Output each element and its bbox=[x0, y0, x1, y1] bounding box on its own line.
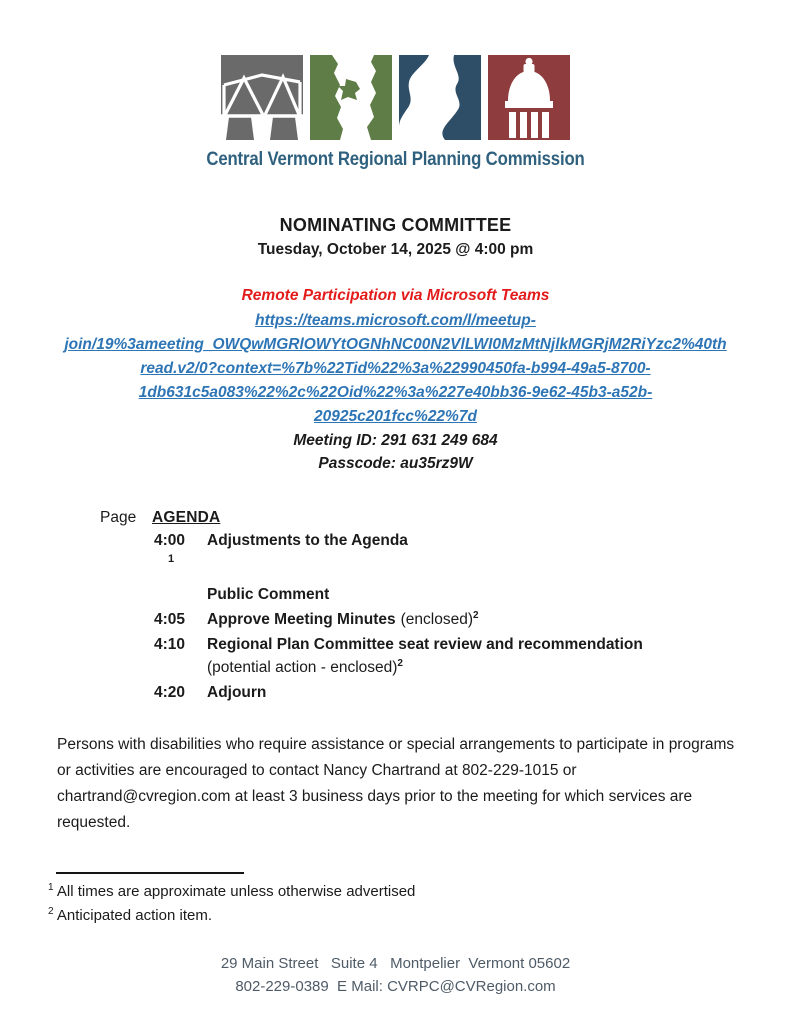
agenda-item-title: Adjourn bbox=[207, 684, 267, 701]
footnote-text: All times are approximate unless otherwise advertised bbox=[53, 883, 416, 900]
teams-url-line[interactable]: read.v2/0?context=%7b%22Tid%22%3a%22990450fa-b994-49a5-8700- bbox=[140, 360, 651, 377]
agenda-subline-text: (potential action - enclosed) bbox=[207, 659, 398, 676]
agenda-item-title: Regional Plan Committee seat review and recommendation bbox=[207, 636, 643, 653]
footnote-number: 1 bbox=[48, 882, 54, 893]
agenda-item-time: 4:00 bbox=[154, 532, 186, 549]
agenda-heading: AGENDA bbox=[152, 509, 221, 526]
agenda-footnote-marker: 1 bbox=[168, 553, 175, 565]
agenda-item bbox=[154, 529, 791, 552]
agenda-spacer bbox=[0, 567, 791, 581]
capitol-dome-icon bbox=[488, 55, 570, 140]
teams-url-line[interactable]: 1db631c5a083%22%2c%22Oid%22%3a%227e40bb36-9e62-45b3-a52b- bbox=[138, 384, 653, 401]
agenda-item-title-bold: Approve Meeting Minutes bbox=[207, 611, 396, 628]
remote-participation-block bbox=[0, 285, 791, 475]
footnote-separator-rule bbox=[56, 872, 244, 874]
footnote-ref: 2 bbox=[397, 657, 403, 669]
agenda-item-title: Adjustments to the Agenda bbox=[207, 532, 408, 549]
accessibility-notice: Persons with disabilities who require assistance or special arrangements to participate in programs or activities are encouraged to contact Nancy Chartrand at 802-229-1015 or chartrand@cvregion.com at least 3 business days prior to the meeting for which services are requested. bbox=[57, 736, 735, 831]
agenda-item bbox=[154, 608, 791, 631]
title-block bbox=[0, 213, 791, 261]
logo-wordmark: Central Vermont Regional Planning Commission bbox=[206, 148, 585, 170]
footnote-text: Anticipated action item. bbox=[53, 907, 212, 924]
footer-contact: 802-229-0389 E Mail: CVRPC@CVRegion.com bbox=[235, 978, 556, 995]
agenda-item-title bbox=[207, 608, 479, 631]
agenda-item-time: 4:10 bbox=[154, 636, 186, 653]
footnote-block bbox=[0, 872, 791, 928]
teams-meeting-link[interactable] bbox=[0, 309, 791, 429]
agenda-section bbox=[0, 509, 791, 704]
footnote-ref: 2 bbox=[472, 609, 479, 621]
teams-url-line[interactable]: 20925c201fcc%22%7d bbox=[314, 408, 477, 425]
agenda-item-time: 4:05 bbox=[154, 611, 186, 628]
vermont-state-icon bbox=[310, 55, 392, 140]
footnote-item bbox=[48, 904, 791, 928]
agenda-item-time bbox=[154, 583, 207, 606]
remote-participation-heading: Remote Participation via Microsoft Teams bbox=[241, 287, 550, 304]
footnote-number: 2 bbox=[48, 906, 54, 917]
meeting-datetime: Tuesday, October 14, 2025 @ 4:00 pm bbox=[257, 241, 534, 258]
teams-url-line[interactable]: https://teams.microsoft.com/l/meetup- bbox=[255, 312, 536, 329]
committee-title: NOMINATING COMMITTEE bbox=[279, 215, 512, 235]
agenda-item-title: Public Comment bbox=[207, 586, 330, 603]
cvrpc-logo bbox=[0, 0, 791, 171]
logo-tile-row bbox=[0, 55, 791, 140]
agenda-item-time: 4:20 bbox=[154, 684, 186, 701]
footnote-lines bbox=[48, 880, 791, 928]
agenda-item bbox=[154, 583, 791, 606]
meeting-id: Meeting ID: 291 631 249 684 bbox=[293, 432, 498, 449]
agenda-item bbox=[154, 681, 791, 704]
agenda-item-suffix: (enclosed) bbox=[400, 611, 473, 628]
agenda-item bbox=[154, 633, 791, 656]
teams-url-line[interactable]: join/19%3ameeting_OWQwMGRlOWYtOGNhNC00N2VlLWI0MzMtNjlkMGRjM2RiYzc2%40th bbox=[64, 336, 727, 353]
winding-river-icon bbox=[399, 55, 481, 140]
agenda-header bbox=[100, 509, 791, 527]
agenda-item-subline bbox=[207, 656, 791, 679]
footnote-item bbox=[48, 880, 791, 904]
footer-address: 29 Main Street Suite 4 Montpelier Vermont 05602 bbox=[220, 955, 571, 972]
page-column-label: Page bbox=[100, 509, 137, 526]
truss-bridge-icon bbox=[221, 55, 303, 140]
document-footer bbox=[0, 952, 791, 998]
meeting-passcode: Passcode: au35rz9W bbox=[318, 455, 473, 472]
